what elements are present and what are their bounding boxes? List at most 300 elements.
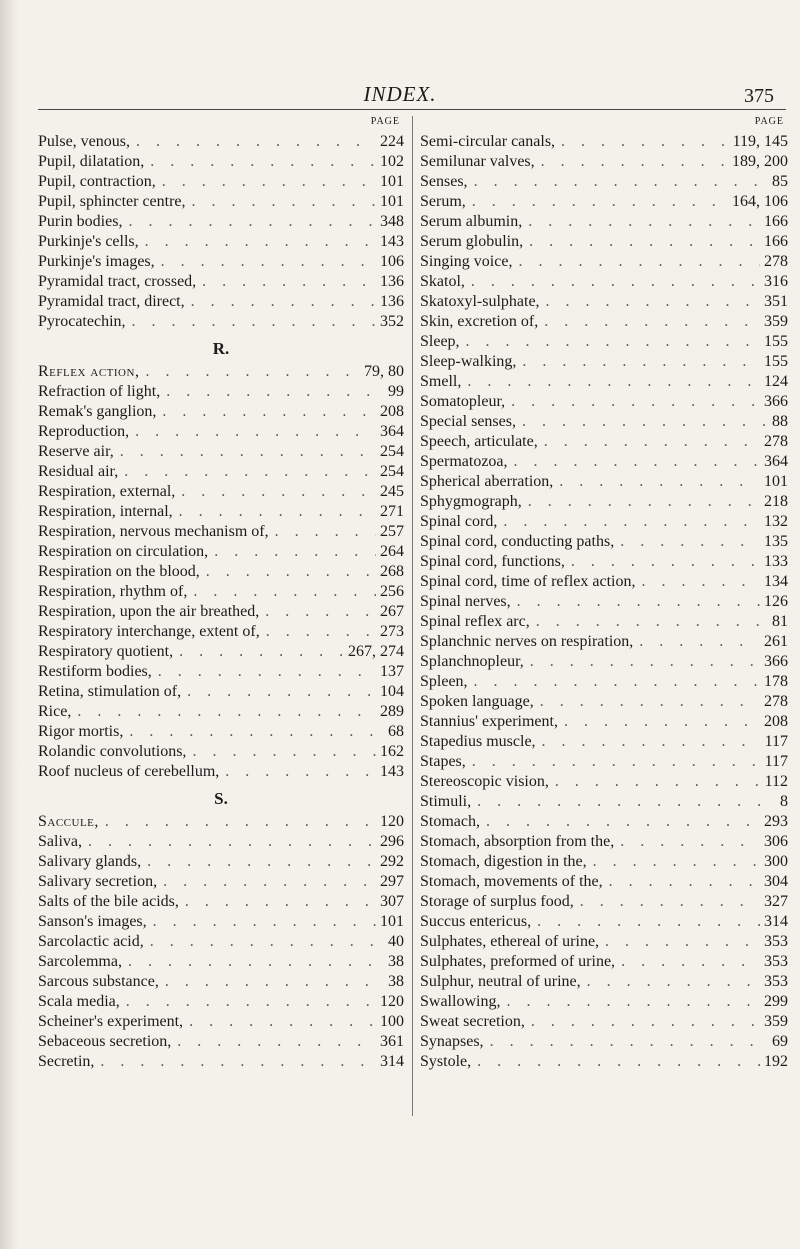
dot-leader	[156, 172, 376, 192]
header-rule	[38, 109, 786, 110]
dot-leader	[549, 772, 761, 792]
dot-leader	[269, 522, 376, 542]
entry-term: Semilunar valves,	[420, 153, 535, 170]
index-entry	[38, 992, 404, 1012]
dot-leader	[152, 662, 376, 682]
dot-leader	[516, 412, 768, 432]
entry-term: Spinal cord, functions,	[420, 553, 565, 570]
entry-page: 143	[380, 763, 404, 780]
dot-leader	[538, 432, 760, 452]
entry-term: Spinal cord, time of reflex action,	[420, 573, 636, 590]
dot-leader	[523, 232, 760, 252]
entry-page: 366	[764, 653, 788, 670]
dot-leader	[196, 272, 376, 292]
entry-term: Splanchnic nerves on respiration,	[420, 633, 634, 650]
dot-leader	[157, 872, 376, 892]
index-entry	[38, 252, 404, 272]
dot-leader	[120, 992, 376, 1012]
index-entry	[420, 1052, 788, 1072]
entry-page: 101	[764, 473, 788, 490]
entry-page: 353	[764, 953, 788, 970]
index-entry	[38, 312, 404, 332]
entry-page: 40	[388, 933, 404, 950]
index-entry	[38, 272, 404, 292]
entry-page: 304	[764, 873, 788, 890]
index-entry	[38, 562, 404, 582]
entry-page: 112	[764, 773, 788, 790]
dot-leader	[587, 852, 760, 872]
entry-term: Serum globulin,	[420, 233, 524, 250]
dot-leader	[155, 252, 376, 272]
entry-term: Pupil, dilatation,	[38, 153, 145, 170]
dot-leader	[471, 792, 776, 812]
entry-page: 359	[764, 1013, 788, 1030]
index-entry	[420, 732, 788, 752]
index-entry	[38, 462, 404, 482]
entry-page: 289	[380, 703, 404, 720]
entry-page: 166	[764, 233, 788, 250]
dot-leader	[538, 312, 760, 332]
entry-page: 224	[380, 133, 404, 150]
index-entry	[420, 1012, 788, 1032]
column-divider	[412, 116, 413, 1116]
entry-page: 79, 80	[364, 363, 404, 380]
entry-page: 155	[764, 333, 788, 350]
entry-term: Respiration, rhythm of,	[38, 583, 188, 600]
entry-page: 124	[764, 373, 788, 390]
dot-leader	[599, 932, 760, 952]
index-entry	[38, 362, 404, 382]
dot-leader	[614, 532, 760, 552]
entry-page: 361	[380, 1033, 404, 1050]
entry-term: Stomach, absorption from the,	[420, 833, 615, 850]
dot-leader	[144, 152, 376, 172]
entry-page: 271	[380, 503, 404, 520]
dot-leader	[200, 562, 376, 582]
index-entry	[38, 212, 404, 232]
entry-term: Refraction of light,	[38, 383, 161, 400]
dot-leader	[461, 372, 760, 392]
index-entry	[420, 932, 788, 952]
dot-leader	[185, 292, 376, 312]
entry-page: 117	[764, 733, 788, 750]
entry-page: 267, 274	[348, 643, 404, 660]
entry-page: 155	[764, 353, 788, 370]
index-entry	[420, 312, 788, 332]
entry-term: Respiration on the blood,	[38, 563, 200, 580]
section-letter: R.	[212, 339, 230, 358]
dot-leader	[555, 132, 729, 152]
index-entry	[38, 642, 404, 662]
dot-leader	[183, 1012, 376, 1032]
entry-term: Retina, stimulation of,	[38, 683, 182, 700]
dot-leader	[208, 542, 376, 562]
entry-page: 104	[380, 683, 404, 700]
index-entry	[38, 292, 404, 312]
index-entry	[38, 522, 404, 542]
entry-term: Sarcous substance,	[38, 973, 159, 990]
entry-term: Stomach, digestion in the,	[420, 853, 587, 870]
index-entry	[38, 662, 404, 682]
index-entry	[420, 332, 788, 352]
entry-term: Skatol,	[420, 273, 465, 290]
dot-leader	[139, 362, 360, 382]
index-entry	[38, 232, 404, 252]
entry-page: 273	[380, 623, 404, 640]
page-column-label: PAGE	[370, 116, 400, 127]
dot-leader	[603, 872, 760, 892]
dot-leader	[471, 1052, 760, 1072]
entry-term: Residual air,	[38, 463, 119, 480]
entry-term: Sulphates, ethereal of urine,	[420, 933, 600, 950]
entry-term: Salivary secretion,	[38, 873, 158, 890]
entry-page: 351	[764, 293, 788, 310]
entry-page: 278	[764, 433, 788, 450]
index-entry	[420, 252, 788, 272]
dot-leader	[468, 672, 760, 692]
page-title: INDEX.	[363, 82, 437, 106]
index-entry	[420, 452, 788, 472]
entry-page: 364	[764, 453, 788, 470]
dot-leader	[173, 502, 376, 522]
entry-page: 133	[764, 553, 788, 570]
dot-leader	[505, 392, 760, 412]
entry-term: Sphygmograph,	[420, 493, 522, 510]
entry-term: Purkinje's cells,	[38, 233, 139, 250]
entry-term: Respiration, nervous mechanism of,	[38, 523, 269, 540]
entry-page: 137	[380, 663, 404, 680]
entry-term: Pupil, contraction,	[38, 173, 156, 190]
index-entry	[38, 1012, 404, 1032]
dot-leader	[260, 622, 376, 642]
index-entry	[38, 582, 404, 602]
dot-leader	[465, 272, 760, 292]
entry-page: 143	[380, 233, 404, 250]
entry-page: 257	[380, 523, 404, 540]
entry-page: 132	[764, 513, 788, 530]
index-entry	[38, 132, 404, 152]
entry-term: Succus entericus,	[420, 913, 532, 930]
index-entry	[420, 872, 788, 892]
index-entry	[38, 442, 404, 462]
index-entry	[420, 1032, 788, 1052]
dot-leader	[175, 482, 376, 502]
index-entry	[38, 702, 404, 722]
index-entry	[38, 502, 404, 522]
index-entry	[420, 232, 788, 252]
entry-term: Respiration, external,	[38, 483, 176, 500]
entry-term: Pyramidal tract, direct,	[38, 293, 185, 310]
index-entry	[420, 512, 788, 532]
dot-leader	[615, 952, 760, 972]
entry-term: Purin bodies,	[38, 213, 123, 230]
dot-leader	[114, 442, 376, 462]
index-entry	[38, 892, 404, 912]
entry-term: Systole,	[420, 1053, 472, 1070]
entry-term: Respiration, internal,	[38, 503, 173, 520]
index-entry	[420, 992, 788, 1012]
dot-leader	[122, 952, 384, 972]
dot-leader	[466, 192, 728, 212]
entry-page: 300	[764, 853, 788, 870]
entry-page: 352	[380, 313, 404, 330]
entry-page: 162	[380, 743, 404, 760]
dot-leader	[147, 912, 376, 932]
entry-term: Respiratory quotient,	[38, 643, 174, 660]
dot-leader	[511, 592, 760, 612]
entry-term: Sulphur, neutral of urine,	[420, 973, 581, 990]
index-entry	[420, 292, 788, 312]
dot-leader	[160, 382, 384, 402]
dot-leader	[173, 642, 344, 662]
index-entry	[420, 192, 788, 212]
entry-term: Sleep-walking,	[420, 353, 517, 370]
dot-leader	[156, 402, 376, 422]
index-entry	[38, 762, 404, 782]
entry-page: 134	[764, 573, 788, 590]
dot-leader	[635, 572, 760, 592]
index-entry	[420, 372, 788, 392]
dot-leader	[82, 832, 376, 852]
dot-leader	[468, 172, 768, 192]
dot-leader	[118, 462, 376, 482]
dot-leader	[500, 992, 760, 1012]
index-entry	[420, 572, 788, 592]
entry-term: Splanchnopleur,	[420, 653, 524, 670]
entry-page: 208	[380, 403, 404, 420]
index-column-right	[420, 116, 788, 1072]
dot-leader	[171, 1032, 376, 1052]
dot-leader	[553, 472, 760, 492]
entry-page: 69	[772, 1033, 788, 1050]
entry-page: 366	[764, 393, 788, 410]
entry-page: 267	[380, 603, 404, 620]
index-entry	[420, 472, 788, 492]
dot-leader	[522, 212, 760, 232]
index-entry	[420, 912, 788, 932]
dot-leader	[181, 682, 376, 702]
index-entry	[38, 192, 404, 212]
dot-leader	[159, 972, 384, 992]
entry-term: Spermatozoa,	[420, 453, 508, 470]
entry-page: 88	[772, 413, 788, 430]
index-entry	[38, 682, 404, 702]
dot-leader	[99, 812, 376, 832]
entry-term: Purkinje's images,	[38, 253, 155, 270]
entry-term: Spinal nerves,	[420, 593, 511, 610]
entry-term: Pyramidal tract, crossed,	[38, 273, 197, 290]
entry-page: 264	[380, 543, 404, 560]
index-entry	[38, 742, 404, 762]
entry-page: 8	[780, 793, 788, 810]
entry-page: 208	[764, 713, 788, 730]
dot-leader	[94, 1052, 376, 1072]
dot-leader	[259, 602, 376, 622]
entry-term: Saliva,	[38, 833, 82, 850]
entry-page: 256	[380, 583, 404, 600]
entry-page: 101	[380, 913, 404, 930]
entry-term: Singing voice,	[420, 253, 513, 270]
index-entry	[38, 402, 404, 422]
entry-term: Skatoxyl-sulphate,	[420, 293, 540, 310]
dot-leader	[524, 652, 760, 672]
dot-leader	[144, 932, 384, 952]
entry-page: 106	[380, 253, 404, 270]
entry-page: 101	[380, 173, 404, 190]
entry-page: 278	[764, 253, 788, 270]
entry-page: 306	[764, 833, 788, 850]
entry-page: 327	[764, 893, 788, 910]
index-entry	[38, 912, 404, 932]
entry-term: Pupil, sphincter centre,	[38, 193, 186, 210]
entry-page: 178	[764, 673, 788, 690]
index-entry	[420, 792, 788, 812]
index-entry	[38, 422, 404, 442]
index-entry	[420, 952, 788, 972]
dot-leader	[512, 252, 760, 272]
dot-leader	[536, 732, 761, 752]
index-entry	[38, 382, 404, 402]
index-entry	[38, 972, 404, 992]
dot-leader	[633, 632, 760, 652]
entry-page: 359	[764, 313, 788, 330]
entry-term: Sleep,	[420, 333, 460, 350]
entry-term: Synapses,	[420, 1033, 484, 1050]
entry-page: 364	[380, 423, 404, 440]
index-entry	[420, 552, 788, 572]
index-entry	[420, 612, 788, 632]
index-entry	[420, 832, 788, 852]
entry-term: Spoken language,	[420, 693, 534, 710]
index-entry	[420, 752, 788, 772]
entry-term: Spinal reflex arc,	[420, 613, 530, 630]
entry-page: 126	[764, 593, 788, 610]
dot-leader	[219, 762, 376, 782]
index-entry	[420, 212, 788, 232]
index-entry	[420, 812, 788, 832]
running-head	[0, 82, 800, 106]
entry-term: Respiration, upon the air breathed,	[38, 603, 260, 620]
dot-leader	[71, 702, 376, 722]
index-entry	[420, 692, 788, 712]
entry-term: Stomach, movements of the,	[420, 873, 603, 890]
entry-term: Reproduction,	[38, 423, 130, 440]
index-entry	[420, 772, 788, 792]
entry-term: Senses,	[420, 173, 468, 190]
entry-term: Spinal cord, conducting paths,	[420, 533, 615, 550]
index-entry	[38, 172, 404, 192]
index-entry	[38, 852, 404, 872]
entry-term: Spherical aberration,	[420, 473, 554, 490]
index-entry	[420, 172, 788, 192]
entry-term: Stannius' experiment,	[420, 713, 558, 730]
entry-term: Special senses,	[420, 413, 516, 430]
entry-page: 99	[388, 383, 404, 400]
dot-leader	[186, 192, 376, 212]
entry-page: 102	[380, 153, 404, 170]
dot-leader	[522, 492, 760, 512]
entry-term: Roof nucleus of cerebellum,	[38, 763, 220, 780]
entry-term: Sweat secretion,	[420, 1013, 525, 1030]
index-entry	[38, 1052, 404, 1072]
entry-term: Sarcolemma,	[38, 953, 122, 970]
entry-term: Sulphates, preformed of urine,	[420, 953, 616, 970]
entry-term: Respiration on circulation,	[38, 543, 209, 560]
index-entry	[420, 352, 788, 372]
entry-term: Storage of surplus food,	[420, 893, 574, 910]
entry-term: Pulse, venous,	[38, 133, 130, 150]
dot-leader	[558, 712, 760, 732]
dot-leader	[581, 972, 760, 992]
entry-term: Salivary glands,	[38, 853, 142, 870]
index-entry	[420, 492, 788, 512]
index-entry	[38, 542, 404, 562]
index-entry	[420, 432, 788, 452]
entry-term: Somatopleur,	[420, 393, 506, 410]
dot-leader	[574, 892, 760, 912]
entry-term: Rolandic convolutions,	[38, 743, 187, 760]
index-entry	[38, 872, 404, 892]
entry-page: 68	[388, 723, 404, 740]
index-entry	[38, 722, 404, 742]
entry-page: 314	[764, 913, 788, 930]
entry-page: 120	[380, 813, 404, 830]
entry-page: 117	[764, 753, 788, 770]
dot-leader	[508, 452, 760, 472]
entry-page: 292	[380, 853, 404, 870]
dot-leader	[516, 352, 760, 372]
entry-page: 101	[380, 193, 404, 210]
index-entry	[420, 592, 788, 612]
entry-page: 189, 200	[732, 153, 788, 170]
entry-term: Serum albumin,	[420, 213, 523, 230]
entry-term: Skin, excretion of,	[420, 313, 539, 330]
entry-term: Stimuli,	[420, 793, 472, 810]
page-column-label: PAGE	[754, 116, 784, 127]
entry-term: Stomach,	[420, 813, 480, 830]
index-entry	[38, 482, 404, 502]
entry-page: 120	[380, 993, 404, 1010]
entry-page: 81	[772, 613, 788, 630]
entry-page: 261	[764, 633, 788, 650]
entry-page: 293	[764, 813, 788, 830]
index-entry	[420, 132, 788, 152]
index-entry	[420, 972, 788, 992]
entry-page: 254	[380, 463, 404, 480]
entry-term: Restiform bodies,	[38, 663, 152, 680]
entry-page: 119, 145	[732, 133, 788, 150]
entry-term: Spleen,	[420, 673, 468, 690]
entry-term: Stapes,	[420, 753, 466, 770]
index-entries-right	[420, 132, 788, 1072]
entry-page: 136	[380, 293, 404, 310]
entry-term: Scala media,	[38, 993, 120, 1010]
dot-leader	[466, 752, 761, 772]
entry-term: Swallowing,	[420, 993, 501, 1010]
index-entry	[38, 622, 404, 642]
index-entry	[420, 532, 788, 552]
entry-page: 38	[388, 973, 404, 990]
dot-leader	[535, 152, 728, 172]
index-entry	[420, 152, 788, 172]
entry-page: 296	[380, 833, 404, 850]
entry-page: 353	[764, 933, 788, 950]
entry-page: 164, 106	[732, 193, 788, 210]
entry-term: Sanson's images,	[38, 913, 147, 930]
entry-page: 316	[764, 273, 788, 290]
entry-page: 278	[764, 693, 788, 710]
dot-leader	[525, 1012, 760, 1032]
